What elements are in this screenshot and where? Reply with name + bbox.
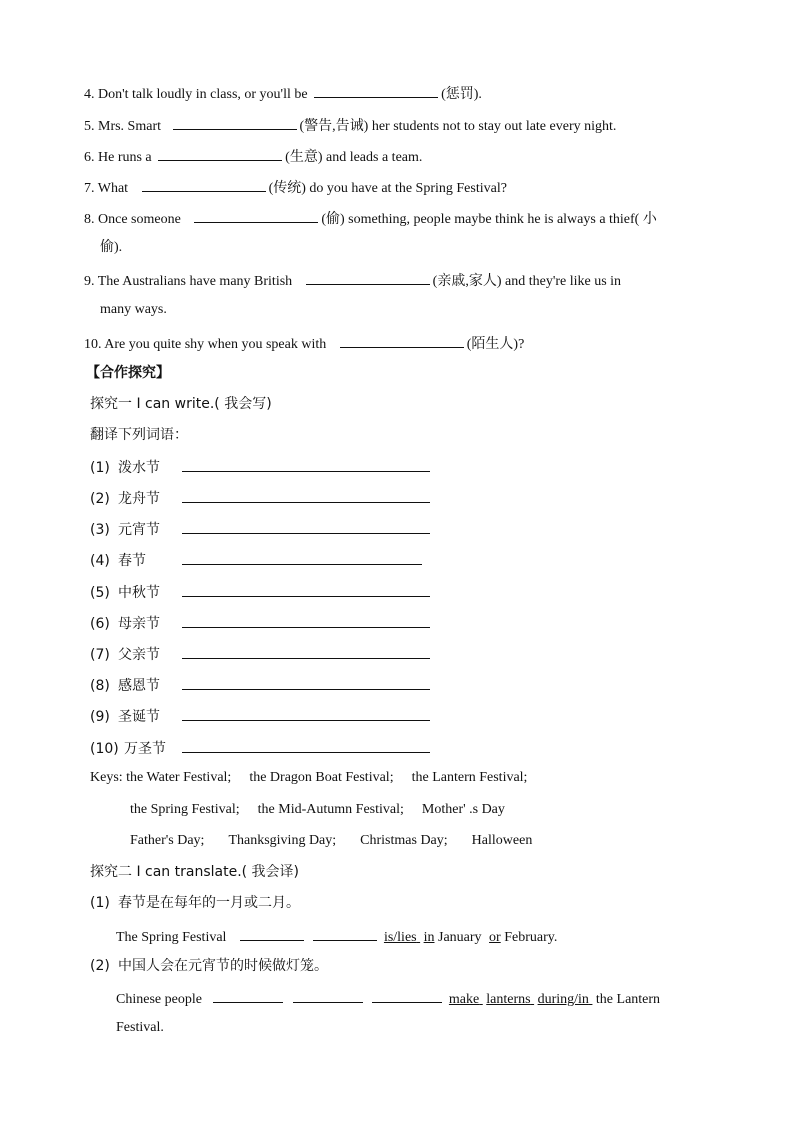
exercise-number: 9. (84, 274, 95, 289)
answer-blank[interactable] (182, 706, 430, 721)
item-term: 春节 (118, 553, 146, 569)
translate-item-9 (90, 706, 430, 726)
sentence-text: The Spring Festival (116, 930, 227, 945)
underlined-word: make (448, 992, 480, 1007)
part2-title: 探究二 I can translate.( 我会译) (90, 864, 300, 880)
underlined-word: is/lies (383, 930, 417, 945)
answer-blank[interactable] (213, 988, 283, 1003)
exercise-text: do you have at the Spring Festival? (309, 181, 507, 196)
item-number: (2) (90, 491, 110, 507)
answer-blank[interactable] (158, 146, 282, 161)
translate-q1-chinese (90, 894, 300, 912)
exercise-6 (84, 146, 422, 167)
item-number: (10) (90, 741, 119, 757)
keys-row-2 (130, 801, 505, 819)
exercise-hint: (陌生人)? (466, 337, 525, 352)
exercise-8-continued (100, 239, 122, 257)
exercise-number: 7. (84, 181, 95, 196)
translate-q2-chinese (90, 957, 328, 975)
translate-item-3 (90, 519, 430, 539)
key-item: Christmas Day; (360, 833, 448, 848)
exercise-hint: (惩罚). (441, 87, 482, 102)
keys-row-1 (90, 769, 527, 787)
translate-item-8 (90, 675, 430, 695)
part1-instruction: 翻译下列词语： (90, 427, 188, 443)
exercise-7 (84, 177, 507, 198)
answer-blank[interactable] (182, 675, 430, 690)
item-term: 元宵节 (118, 522, 160, 538)
translate-q2-continued (116, 1019, 164, 1037)
key-item: the Water Festival; (126, 770, 232, 785)
item-number: (6) (90, 616, 110, 632)
exercise-text: something, people maybe think he is always a thief( 小 (348, 212, 657, 227)
exercise-text: and they're like us in (505, 274, 622, 289)
answer-blank[interactable] (194, 208, 318, 223)
answer-blank[interactable] (182, 644, 430, 659)
answer-blank[interactable] (182, 488, 430, 503)
answer-blank[interactable] (182, 582, 430, 597)
item-term: 万圣节 (124, 741, 166, 757)
exercise-9-continued (100, 301, 167, 319)
exercise-number: 4. (84, 87, 95, 102)
keys-label: Keys: (90, 770, 123, 785)
underlined-word: during/in (537, 992, 589, 1007)
item-number: (5) (90, 585, 110, 601)
exercise-hint: (警告,告诫) (299, 119, 369, 134)
item-term: 母亲节 (118, 616, 160, 632)
translate-item-7 (90, 644, 430, 664)
translate-item-6 (90, 613, 430, 633)
key-item: the Lantern Festival; (411, 770, 528, 785)
exercise-hint: (生意) (285, 150, 323, 165)
answer-blank[interactable] (182, 519, 430, 534)
answer-blank[interactable] (313, 926, 377, 941)
sentence-text: Festival. (116, 1020, 164, 1035)
part1-title: 探究一 I can write.( 我会写) (90, 396, 272, 412)
exercise-text: Don't talk loudly in class, or you'll be (98, 87, 308, 102)
key-item: the Spring Festival; (130, 802, 240, 817)
exercise-10 (84, 333, 524, 354)
exercise-hint: (传统) (268, 181, 306, 196)
exercise-5 (84, 115, 616, 136)
answer-blank[interactable] (293, 988, 363, 1003)
underlined-word: in (423, 930, 435, 945)
key-item: the Dragon Boat Festival; (249, 770, 394, 785)
translate-item-2 (90, 488, 430, 508)
key-item: the Mid-Autumn Festival; (257, 802, 404, 817)
exercise-text: He runs a (98, 150, 152, 165)
exercise-text: many ways. (100, 302, 167, 317)
key-item: Mother' .s Day (421, 802, 505, 817)
item-term: 圣诞节 (118, 709, 160, 725)
exercise-9 (84, 270, 621, 291)
exercise-8 (84, 208, 657, 229)
sentence-text: February. (504, 930, 558, 945)
translate-item-4 (90, 550, 422, 570)
exercise-text: The Australians have many British (97, 274, 293, 289)
answer-blank[interactable] (314, 83, 438, 98)
exercise-text: 偷). (100, 240, 123, 255)
item-number: (8) (90, 678, 110, 694)
answer-blank[interactable] (372, 988, 442, 1003)
translate-item-5 (90, 582, 430, 602)
answer-blank[interactable] (182, 457, 430, 472)
keys-row-3 (130, 832, 532, 850)
item-term: 中秋节 (118, 585, 160, 601)
sentence-text: Chinese people (116, 992, 202, 1007)
exercise-number: 6. (84, 150, 95, 165)
item-number: (1) (90, 460, 110, 476)
question-number: (1) (90, 895, 110, 911)
exercise-number: 10. (84, 337, 102, 352)
exercise-text: and leads a team. (325, 150, 423, 165)
exercise-number: 8. (84, 212, 95, 227)
key-item: Thanksgiving Day; (228, 833, 337, 848)
exercise-4 (84, 83, 482, 104)
item-term: 父亲节 (118, 647, 160, 663)
exercise-text: Once someone (98, 212, 181, 227)
section-title: 【合作探究】 (86, 365, 170, 381)
answer-blank[interactable] (173, 115, 297, 130)
item-number: (3) (90, 522, 110, 538)
exercise-text: Mrs. Smart (98, 119, 161, 134)
answer-blank[interactable] (240, 926, 304, 941)
answer-blank[interactable] (306, 270, 430, 285)
sentence-text: the Lantern (595, 992, 661, 1007)
item-term: 感恩节 (118, 678, 160, 694)
answer-blank[interactable] (340, 333, 464, 348)
answer-blank[interactable] (142, 177, 266, 192)
exercise-text: her students not to stay out late every night. (371, 119, 617, 134)
exercise-hint: (亲戚,家人) (432, 274, 502, 289)
item-number: (7) (90, 647, 110, 663)
key-item: Halloween (471, 833, 533, 848)
answer-blank[interactable] (182, 550, 422, 565)
exercise-text: Are you quite shy when you speak with (104, 337, 327, 352)
question-chinese: 春节是在每年的一月或二月。 (118, 895, 300, 911)
item-term: 泼水节 (118, 460, 160, 476)
item-term: 龙舟节 (118, 491, 160, 507)
question-number: (2) (90, 958, 110, 974)
answer-blank[interactable] (182, 613, 430, 628)
translate-q2-english (116, 988, 660, 1009)
underlined-word: or (489, 930, 501, 945)
key-item: Father's Day; (130, 833, 205, 848)
sentence-text: January (438, 930, 482, 945)
exercise-text: What (97, 181, 129, 196)
translate-item-1 (90, 457, 430, 477)
item-number: (4) (90, 553, 110, 569)
question-chinese: 中国人会在元宵节的时候做灯笼。 (118, 958, 328, 974)
answer-blank[interactable] (182, 738, 430, 753)
item-number: (9) (90, 709, 110, 725)
translate-item-10 (90, 738, 430, 758)
translate-q1-english (116, 926, 557, 947)
exercise-number: 5. (84, 119, 95, 134)
underlined-word: lanterns (486, 992, 531, 1007)
exercise-hint: (偷) (321, 212, 345, 227)
